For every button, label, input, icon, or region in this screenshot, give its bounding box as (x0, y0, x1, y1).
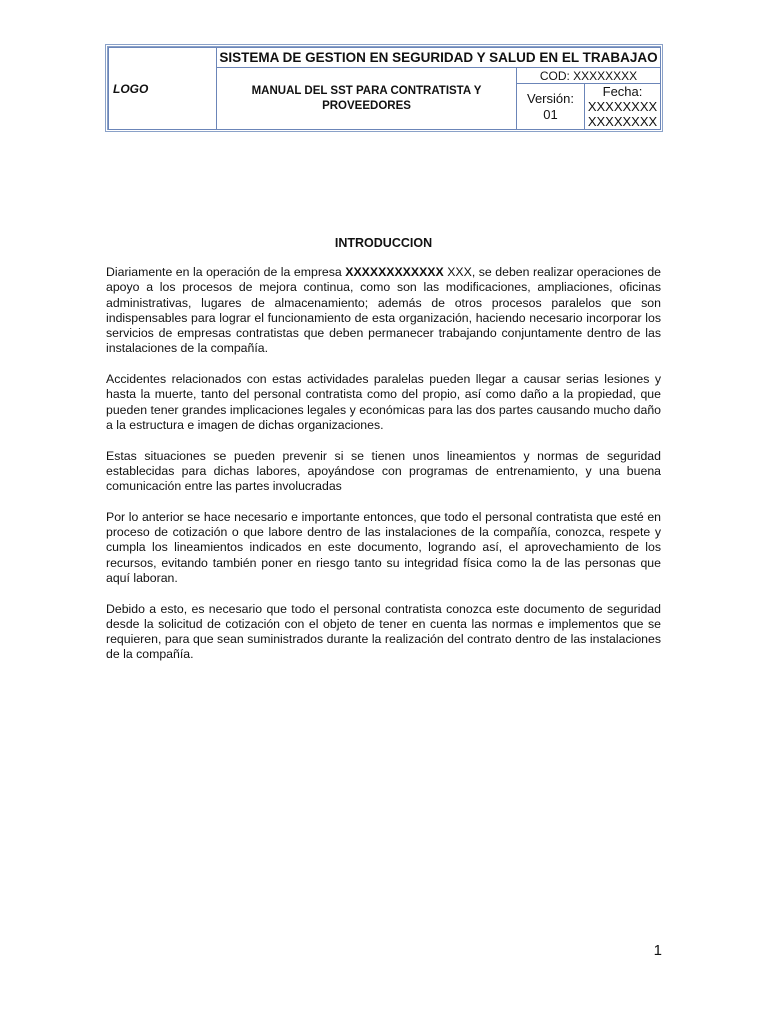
document-code: COD: XXXXXXXX (517, 68, 661, 84)
paragraph-3: Estas situaciones se pueden prevenir si se tienen unos lineamientos y normas de seguridad establecidas para dichas labores, apoyándose con programas de entrenamiento, y una buena comunicación entre las partes involucradas (106, 448, 661, 494)
date-label: Fecha: (602, 84, 643, 99)
date-cell (585, 84, 661, 130)
paragraph-2: Accidentes relacionados con estas actividades paralelas pueden llegar a causar serias lesiones y hasta la muerte, tanto del personal contratista como del propio, así como daño a la propiedad, que pueden tener grandes implicaciones legales y económicas para las dos partes causando mucho daño a la estructura e imagen de dichas organizaciones. (106, 372, 661, 432)
version-value: 01 (543, 106, 558, 122)
introduction-body (106, 265, 661, 678)
paragraph-1-start: Diariamente en la operación de la empresa (106, 265, 346, 279)
paragraph-1-rest: XXX, se deben realizar operaciones de apoyo a los procesos de mejora continua, como son las modificaciones, ampliaciones, oficinas administrativas, lugares de almacenamiento; además de otros procesos paralelos que son indispensables para lograr el funcionamiento de esta organización, haciendo necesario incorporar los servicios de empresas contratistas que deben permanecer trabajando conjuntamente dentro de las instalaciones de la compañía. (106, 265, 661, 356)
header-table (108, 47, 661, 130)
document-header (105, 44, 663, 132)
section-heading: INTRODUCCION (334, 236, 433, 250)
company-name-placeholder: XXXXXXXXXXXX (345, 265, 444, 279)
version-label: Versión: (527, 90, 574, 106)
date-value-line1: XXXXXXXX (587, 99, 658, 114)
version-cell (517, 84, 585, 130)
system-title: SISTEMA DE GESTION EN SEGURIDAD Y SALUD EN EL TRABAJAO (217, 48, 661, 68)
manual-title: MANUAL DEL SST PARA CONTRATISTA Y PROVEEDORES (217, 68, 517, 130)
paragraph-4: Por lo anterior se hace necesario e importante entonces, que todo el personal contratista que esté en proceso de cotización o que labore dentro de las instalaciones de la compañía, conozca, respete y cumpla los lineamientos indicados en este documento, logrando así, el aprovechamiento de los recursos, evitando también poner en riesgo tanto su integridad física como la de las personas que aquí laboran. (106, 509, 661, 585)
page-number: 1 (653, 942, 662, 959)
paragraph-5: Debido a esto, es necesario que todo el personal contratista conozca este documento de seguridad desde la solicitud de cotización con el objeto de tener en cuenta las normas e implementos que se requieren, para que sean suministrados durante la realización del contrato dentro de las instalaciones de la compañía. (106, 601, 661, 662)
date-value-line2: XXXXXXXX (587, 114, 658, 129)
paragraph-1 (106, 265, 661, 357)
logo-placeholder: LOGO (109, 48, 217, 130)
